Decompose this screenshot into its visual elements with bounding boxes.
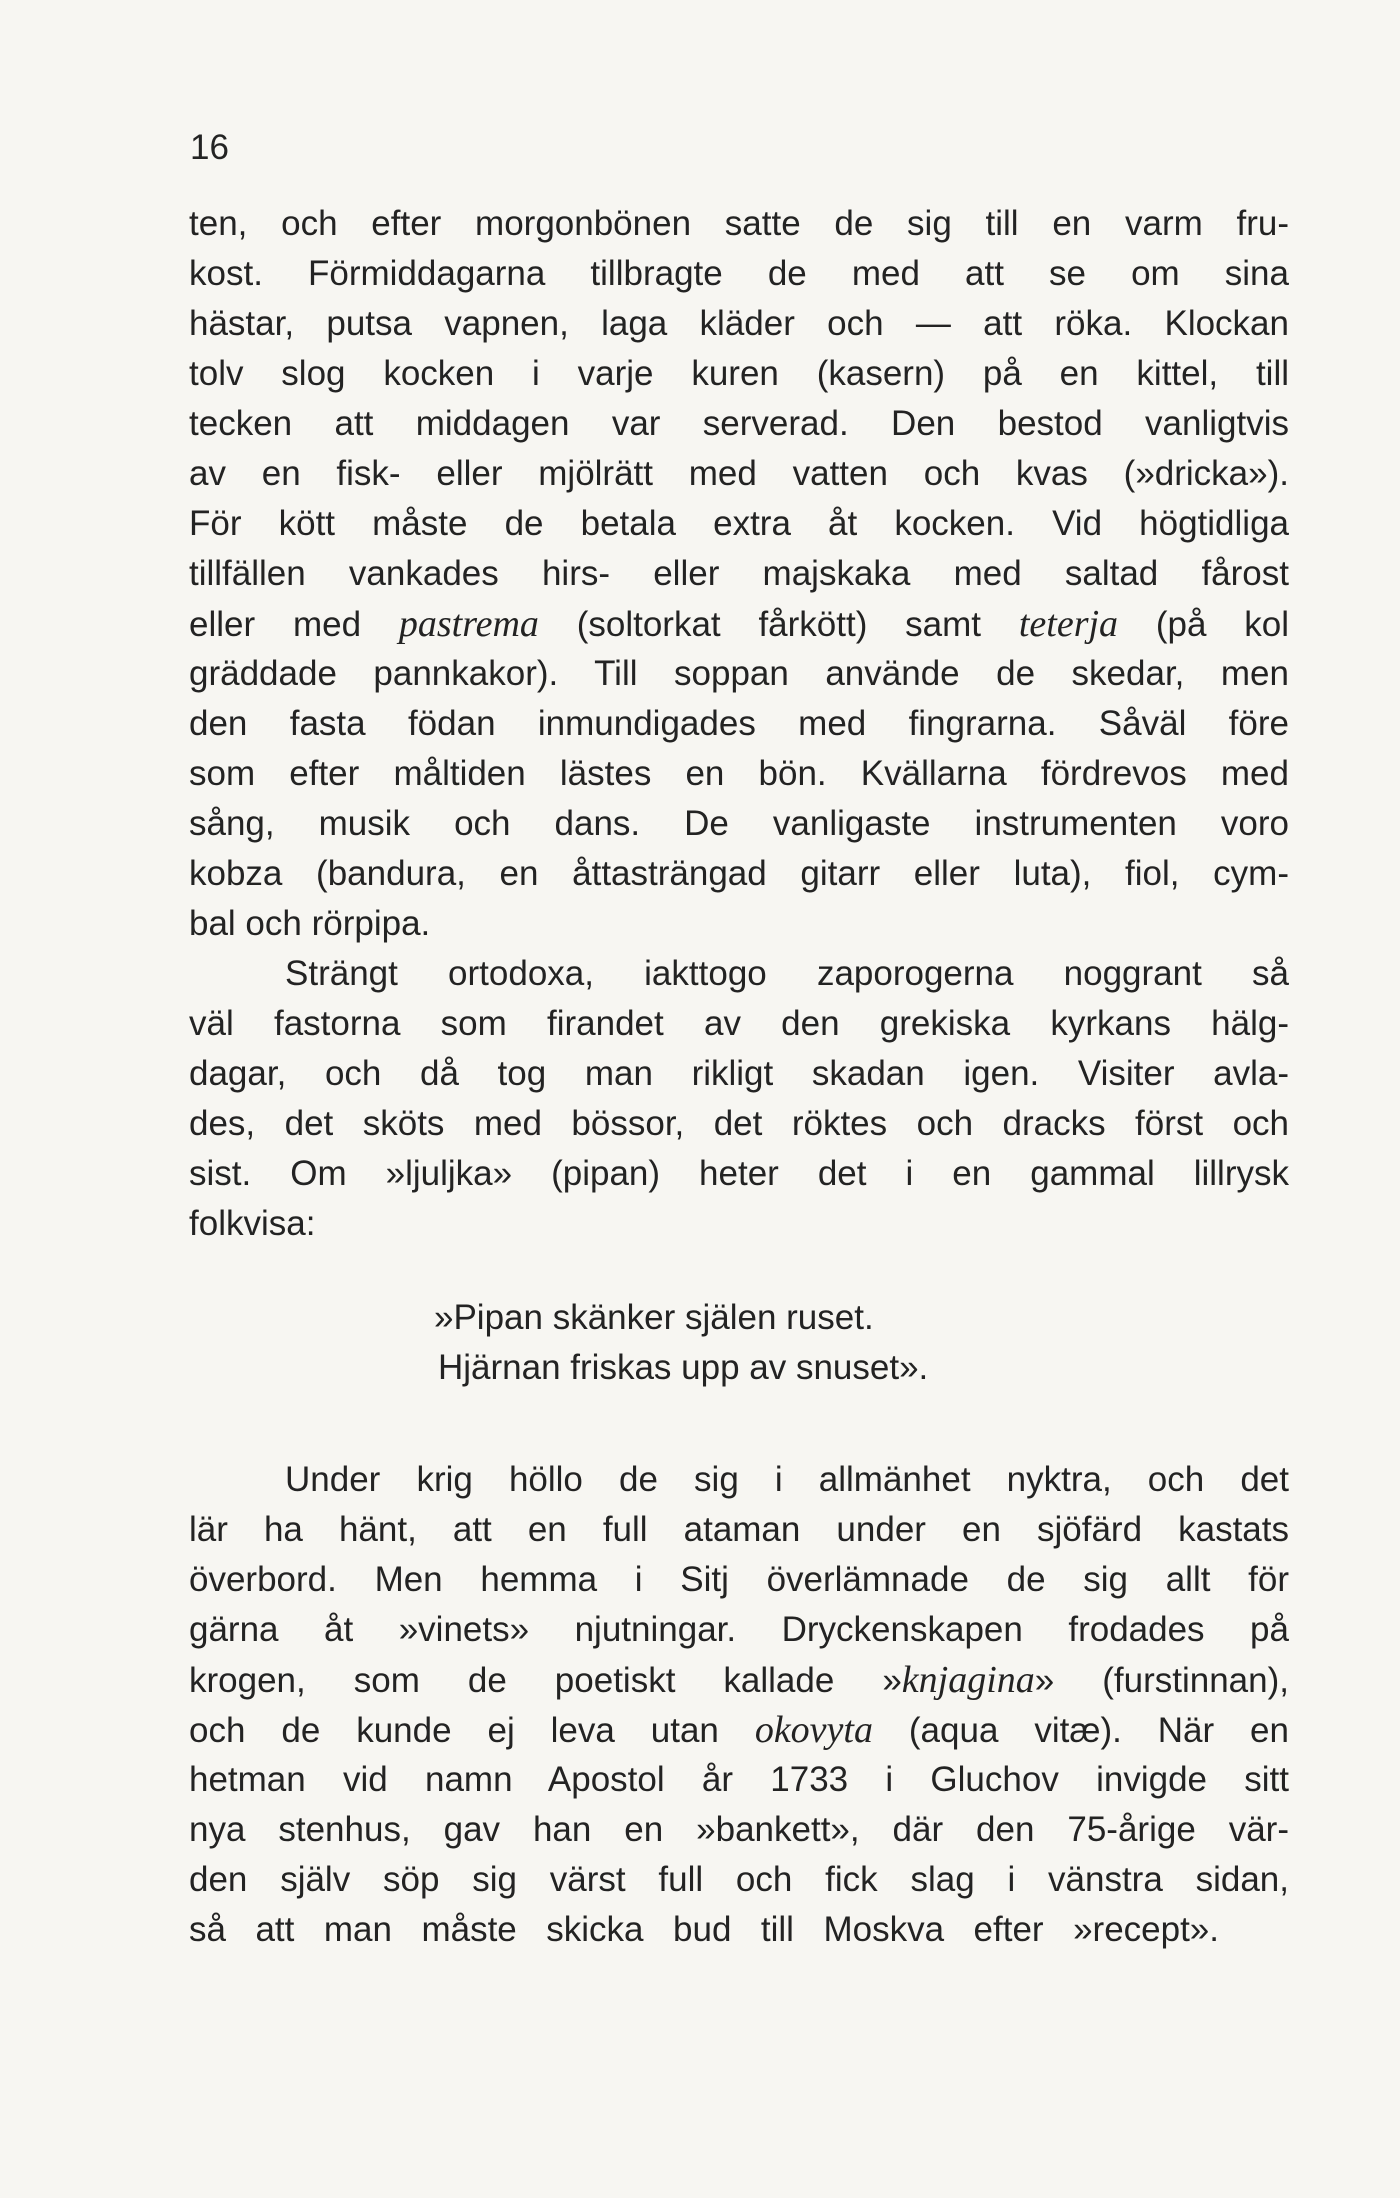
page-number: 16 — [190, 128, 229, 167]
text-line — [189, 1710, 1289, 1751]
text-line: gräddade pannkakor). Till soppan använde de skedar, men — [189, 654, 1289, 693]
text-line: tolv slog kocken i varje kuren (kasern) på en kittel, till — [189, 354, 1289, 393]
text-line: av en fisk- eller mjölrätt med vatten och kvas (»dricka»). — [189, 454, 1289, 493]
text-line: tillfällen vankades hirs- eller majskaka med saltad fårost — [189, 554, 1289, 593]
text-line: sist. Om »ljuljka» (pipan) heter det i en gammal lillrysk — [189, 1154, 1289, 1193]
text-line: den fasta födan inmundigades med fingrarna. Såväl före — [189, 704, 1289, 743]
text-line: dagar, och då tog man rikligt skadan igen. Visiter avla- — [189, 1054, 1289, 1093]
text-line — [189, 604, 1289, 645]
text-line: som efter måltiden lästes en bön. Kvällarna fördrevos med — [189, 754, 1289, 793]
verse-line: »Pipan skänker själen ruset. — [434, 1298, 874, 1337]
text-line: des, det sköts med bössor, det röktes och dracks först och — [189, 1104, 1289, 1143]
text-line: bal och rörpipa. — [189, 904, 431, 943]
text-line: hetman vid namn Apostol år 1733 i Gluchov invigde sitt — [189, 1760, 1289, 1799]
text-line: den själv söp sig värst full och fick slag i vänstra sidan, — [189, 1860, 1289, 1899]
text-line: kost. Förmiddagarna tillbragte de med att se om sina — [189, 254, 1289, 293]
text-line: gärna åt »vinets» njutningar. Dryckenskapen frodades på — [189, 1610, 1289, 1649]
text-line: Strängt ortodoxa, iakttogo zaporogerna noggrant så — [285, 954, 1289, 993]
text-segment: krogen, som de poetiskt kallade » — [189, 1661, 902, 1700]
text-line: ten, och efter morgonbönen satte de sig till en varm fru- — [189, 204, 1289, 243]
text-segment: » (furstinnan), — [1034, 1661, 1289, 1700]
text-line: folkvisa: — [189, 1204, 316, 1243]
text-line: nya stenhus, gav han en »bankett», där den 75-årige vär- — [189, 1810, 1289, 1849]
text-line: så att man måste skicka bud till Moskva efter »recept». — [189, 1910, 1219, 1949]
text-line: tecken att middagen var serverad. Den bestod vanligtvis — [189, 404, 1289, 443]
text-line: överbord. Men hemma i Sitj överlämnade de sig allt för — [189, 1560, 1289, 1599]
italic-term: teterja — [1018, 603, 1119, 645]
text-line: väl fastorna som firandet av den grekiska kyrkans hälg- — [189, 1004, 1289, 1043]
text-segment: eller med — [189, 605, 399, 644]
text-line — [189, 1660, 1289, 1701]
text-line: hästar, putsa vapnen, laga kläder och — att röka. Klockan — [189, 304, 1289, 343]
text-segment: (soltorkat fårkött) samt — [538, 605, 1019, 644]
text-line: Under krig höllo de sig i allmänhet nyktra, och det — [285, 1460, 1289, 1499]
text-line: kobza (bandura, en åttasträngad gitarr eller luta), fiol, cym- — [189, 854, 1289, 893]
text-line: För kött måste de betala extra åt kocken. Vid högtidliga — [189, 504, 1289, 543]
verse-line: Hjärnan friskas upp av snuset». — [438, 1348, 929, 1387]
italic-term: okovyta — [754, 1709, 873, 1751]
text-line: sång, musik och dans. De vanligaste instrumenten voro — [189, 804, 1289, 843]
text-segment: (aqua vitæ). När en — [872, 1711, 1289, 1750]
text-line: lär ha hänt, att en full ataman under en sjöfärd kastats — [189, 1510, 1289, 1549]
text-segment: (på kol — [1118, 605, 1289, 644]
text-segment: och de kunde ej leva utan — [189, 1711, 755, 1750]
italic-term: pastrema — [398, 603, 539, 645]
italic-term: knjagina — [901, 1659, 1035, 1701]
